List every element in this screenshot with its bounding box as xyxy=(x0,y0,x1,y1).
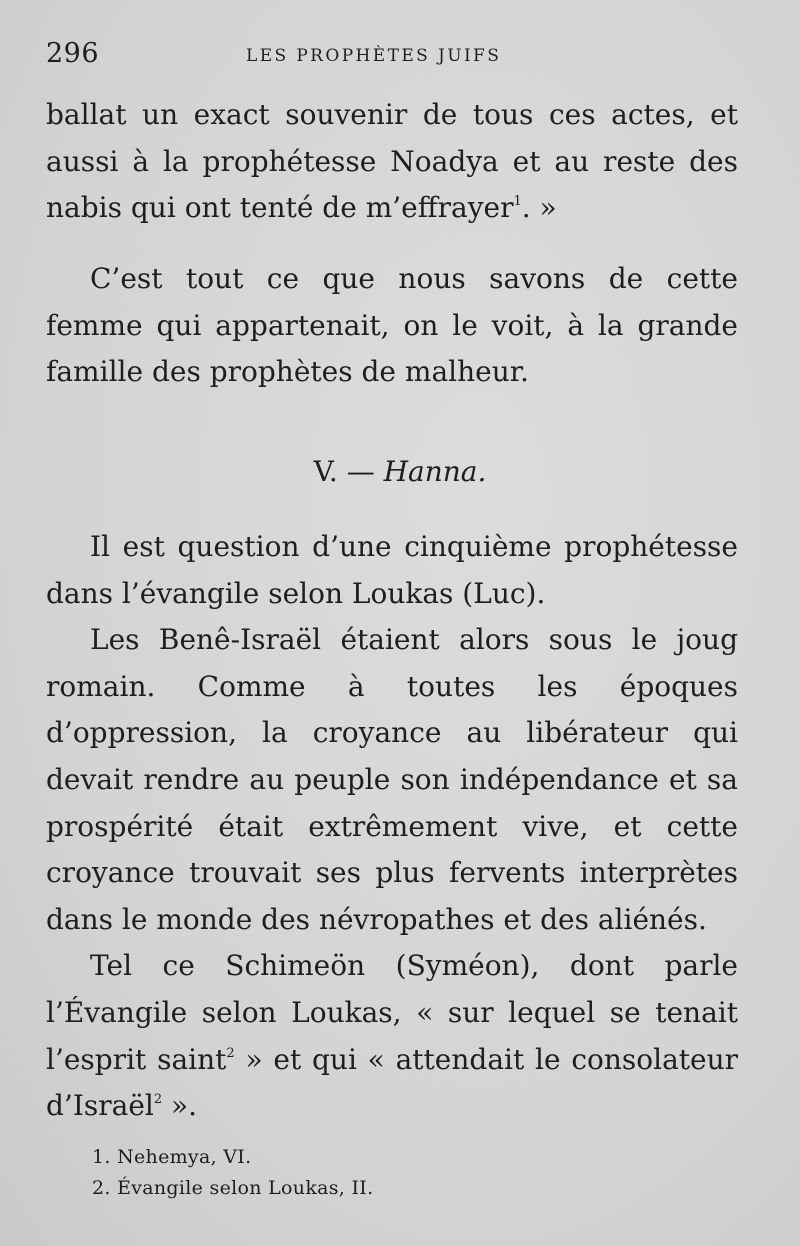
paragraph: Les Benê-Israël étaient alors sous le joug romain. Comme à toutes les époques d’oppression, la croyance au libérateur qui devait rendre au peuple son indépendance et sa prospérité était extrêmement vive, et cette croyance trouvait ses plus fervents interprètes dans le monde des névropathes et des aliénés. xyxy=(46,623,738,936)
section-body xyxy=(46,524,738,1130)
running-head xyxy=(46,38,740,74)
paragraph-continuation xyxy=(46,92,738,232)
section-number: V. — xyxy=(313,455,375,488)
paragraph-text-tail: . » xyxy=(521,191,557,225)
paragraph xyxy=(46,92,738,232)
paragraph xyxy=(46,943,738,1129)
paragraph-text: ballat un exact souvenir de tous ces actes, et aussi à la prophétesse Noadya et au reste des nabis qui ont tenté de m’effrayer xyxy=(46,98,738,225)
paragraph-text: ». xyxy=(162,1089,198,1123)
paragraph-text: Tel ce Schimeön (Syméon), dont parle l’Évangile selon Loukas, « sur lequel se tenait l’esprit saint xyxy=(46,949,738,1076)
page-number: 296 xyxy=(46,38,100,69)
footnote: 1. Nehemya, VI. xyxy=(92,1146,252,1168)
running-title: LES PROPHÈTES JUIFS xyxy=(246,46,502,66)
footnote: 2. Évangile selon Loukas, II. xyxy=(92,1177,374,1199)
paragraph: Il est question d’une cinquième prophétesse dans l’évangile selon Loukas (Luc). xyxy=(46,530,738,610)
paragraph-conclusion xyxy=(46,256,738,396)
footnote-ref: 2 xyxy=(153,1092,163,1108)
section-heading xyxy=(0,452,800,492)
footnote-ref: 1 xyxy=(513,194,522,210)
footnote-ref: 2 xyxy=(226,1045,235,1061)
paragraph: C’est tout ce que nous savons de cette femme qui appartenait, on le voit, à la grande famille des prophètes de malheur. xyxy=(46,262,738,389)
section-title: Hanna. xyxy=(383,455,487,488)
paragraph-text: » et qui « attendait le consolateur d’Israël xyxy=(46,1042,739,1123)
footnotes xyxy=(92,1142,373,1204)
